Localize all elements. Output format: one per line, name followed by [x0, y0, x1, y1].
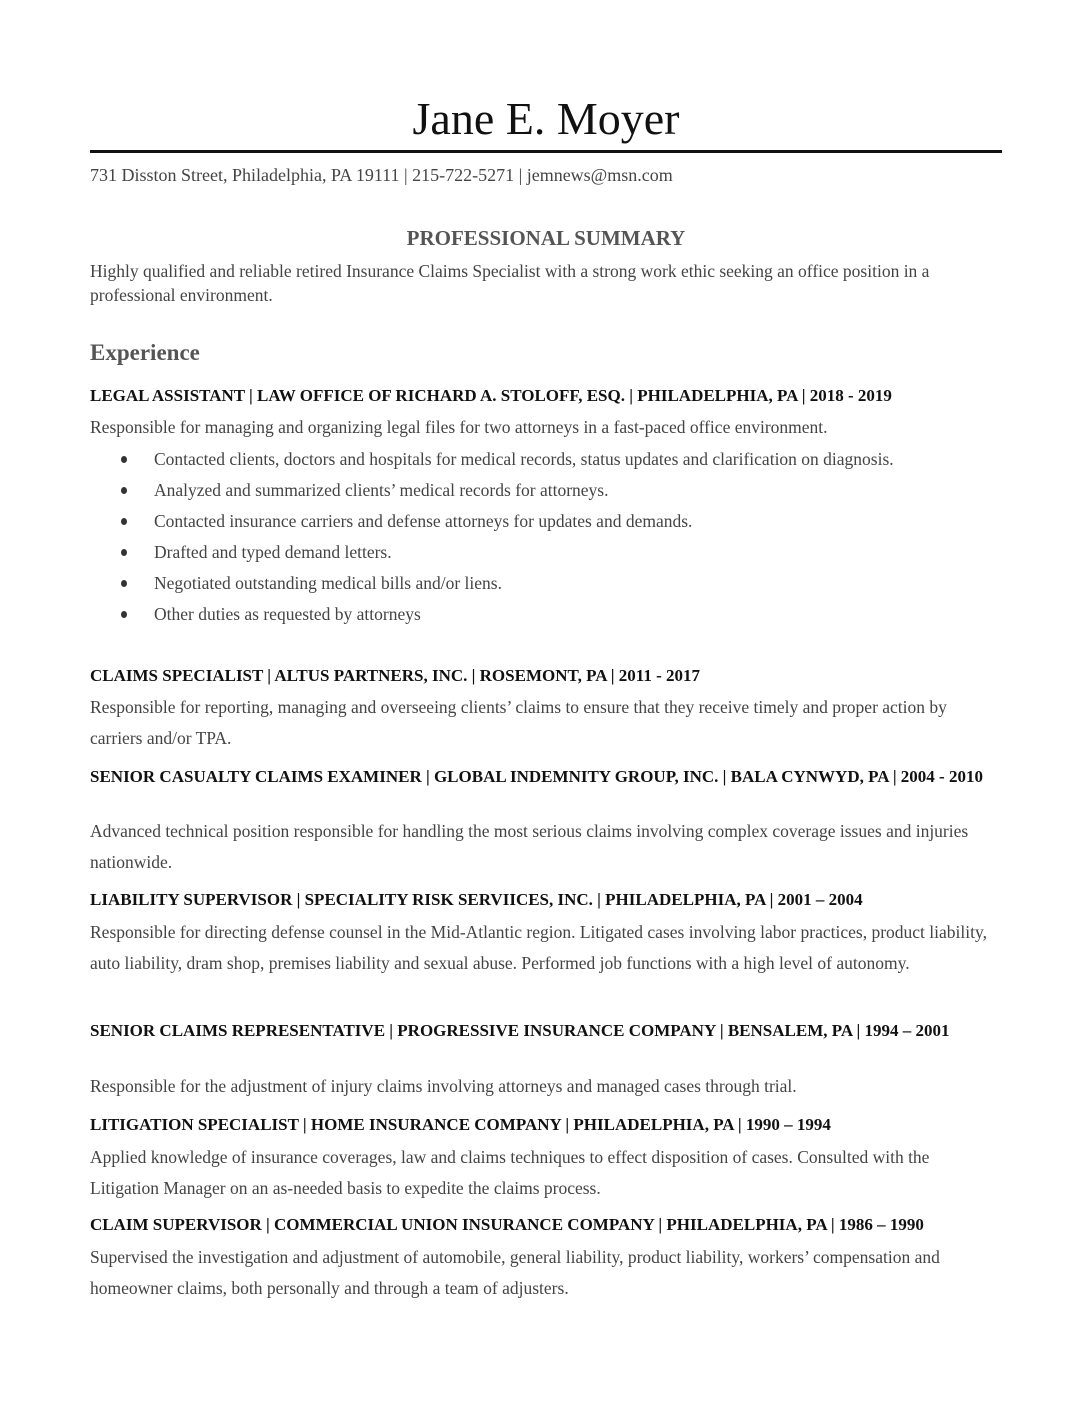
job-description: Responsible for the adjustment of injury claims involving attorneys and managed cases through trial.	[90, 1076, 797, 1096]
header-divider	[90, 150, 1002, 153]
list-item: Drafted and typed demand letters.	[90, 540, 1002, 564]
bullet-icon	[121, 580, 127, 587]
job-heading: LIABILITY SUPERVISOR | SPECIALITY RISK SERVIICES, INC. | PHILADELPHIA, PA | 2001 – 2004	[90, 890, 863, 909]
job-description: Responsible for directing defense counsel in the Mid-Atlantic region. Litigated cases involving labor practices, product liability, auto liability, dram shop, premises liability and sexual abuse. Performed job functions with a high level of autonomy.	[90, 922, 987, 973]
job-heading: CLAIM SUPERVISOR | COMMERCIAL UNION INSURANCE COMPANY | PHILADELPHIA, PA | 1986 – 1990	[90, 1215, 924, 1234]
job-description: Applied knowledge of insurance coverages, law and claims techniques to effect disposition of cases. Consulted with the Litigation Manager on an as-needed basis to expedite the claims process.	[90, 1147, 930, 1198]
job-description: Advanced technical position responsible for handling the most serious claims involving complex coverage issues and injuries nationwide.	[90, 821, 969, 872]
bullet-icon	[121, 456, 127, 463]
experience-heading: Experience	[90, 340, 200, 365]
list-item: Contacted clients, doctors and hospitals for medical records, status updates and clarification on diagnosis.	[90, 447, 1002, 471]
job-bullet-list	[90, 447, 1002, 633]
job-heading: SENIOR CLAIMS REPRESENTATIVE | PROGRESSIVE INSURANCE COMPANY | BENSALEM, PA | 1994 – 2001	[90, 1021, 950, 1040]
bullet-icon	[121, 611, 127, 618]
bullet-icon	[121, 487, 127, 494]
summary-text: Highly qualified and reliable retired Insurance Claims Specialist with a strong work ethic seeking an office position in a professional environment.	[90, 261, 930, 305]
contact-info: 731 Disston Street, Philadelphia, PA 19111 | 215-722-5271 | jemnews@msn.com	[90, 165, 673, 185]
job-description: Supervised the investigation and adjustment of automobile, general liability, product liability, workers’ compensation and homeowner claims, both personally and through a team of adjusters.	[90, 1247, 940, 1298]
candidate-name: Jane E. Moyer	[412, 93, 680, 144]
summary-heading: PROFESSIONAL SUMMARY	[406, 226, 686, 250]
job-description: Responsible for reporting, managing and overseeing clients’ claims to ensure that they receive timely and proper action by carriers and/or TPA.	[90, 697, 947, 748]
bullet-icon	[121, 518, 127, 525]
job-heading: SENIOR CASUALTY CLAIMS EXAMINER | GLOBAL INDEMNITY GROUP, INC. | BALA CYNWYD, PA | 2004 - 2010	[90, 767, 983, 786]
list-item: Other duties as requested by attorneys	[90, 602, 1002, 626]
job-description: Responsible for managing and organizing legal files for two attorneys in a fast-paced office environment.	[90, 417, 828, 437]
job-heading: CLAIMS SPECIALIST | ALTUS PARTNERS, INC. | ROSEMONT, PA | 2011 - 2017	[90, 666, 700, 685]
list-item: Analyzed and summarized clients’ medical records for attorneys.	[90, 478, 1002, 502]
job-heading: LEGAL ASSISTANT | LAW OFFICE OF RICHARD A. STOLOFF, ESQ. | PHILADELPHIA, PA | 2018 - 2019	[90, 386, 892, 405]
bullet-icon	[121, 549, 127, 556]
job-heading: LITIGATION SPECIALIST | HOME INSURANCE COMPANY | PHILADELPHIA, PA | 1990 – 1994	[90, 1115, 831, 1134]
list-item: Negotiated outstanding medical bills and/or liens.	[90, 571, 1002, 595]
list-item: Contacted insurance carriers and defense attorneys for updates and demands.	[90, 509, 1002, 533]
